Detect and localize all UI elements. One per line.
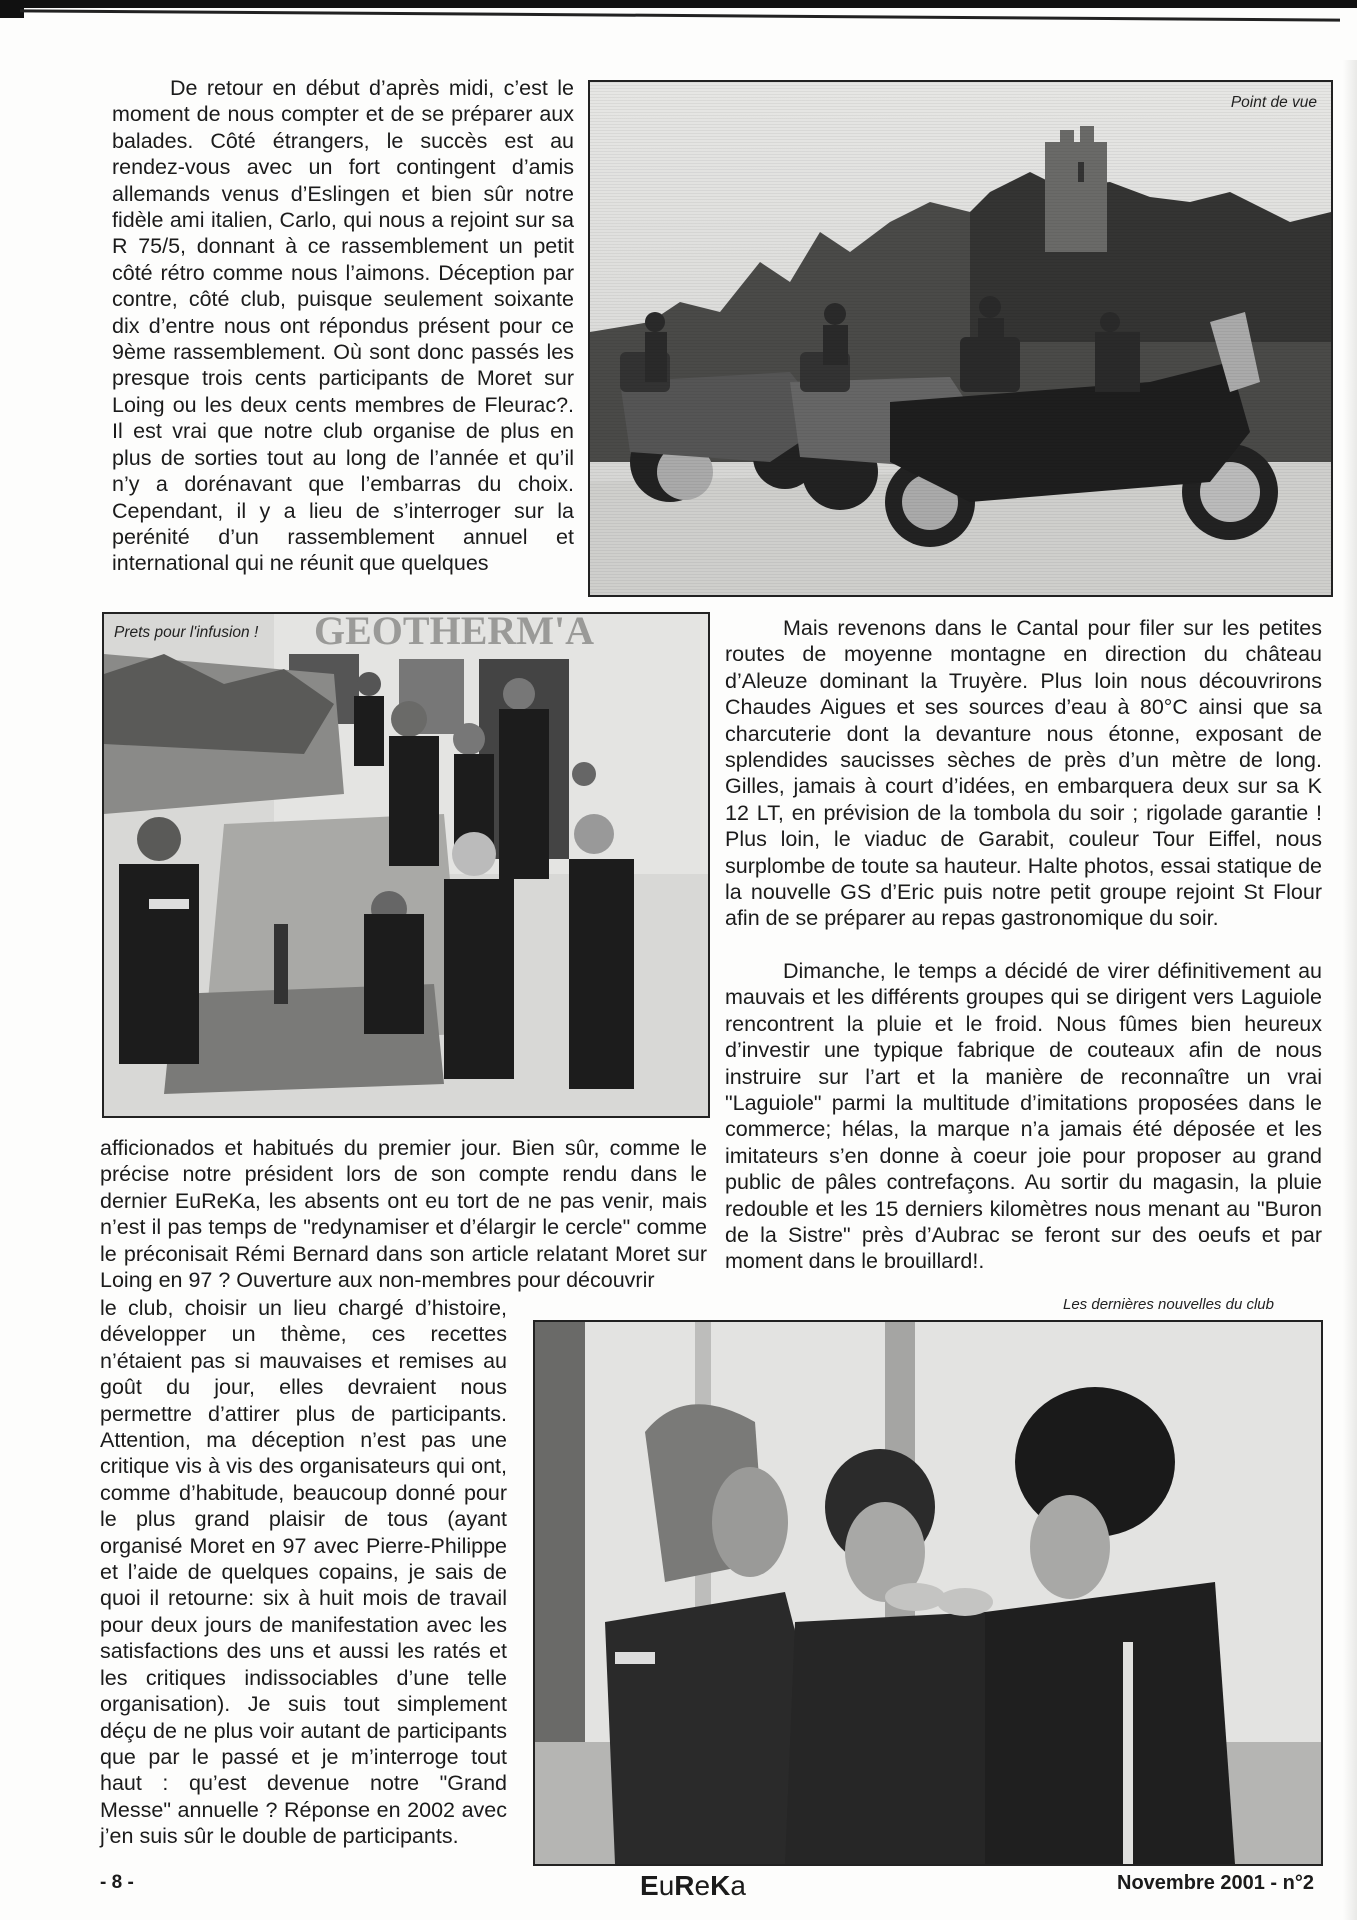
photo-point-de-vue (588, 80, 1333, 597)
page-number: - 8 - (100, 1872, 134, 1893)
motorcycles-castle-image (590, 82, 1331, 595)
paragraph: De retour en début d’après midi, c’est le moment de nous compter et de se préparer aux balades. Côté étrangers, le succès est au rendez-vous avec un fort contingent d’amis allemands venus d’Eslingen et bien sûr notre fidèle ami italien, Carlo, qui nous a rejoint sur sa R 75/5, donnant à ce rassemblement un petit côté rétro comme nous l’aimons. Déception par contre, côté club, puisque seulement soixante dix d’entre nous ont répondus présent pour ce 9ème rassemblement. Où sont donc passés les presque trois cents participants de Moret sur Loing ou les deux cents membres de Fleurac?. Il est vrai que notre club organise de plus en plus de sorties tout au long de l’année et qu’il n’y a dorénavant que l’embarras du choix. Cependant, il y a lieu de s’interroger sur la perénité d’un rassemblement annuel et international qui ne réunit que quelques (112, 76, 574, 576)
article-text-left-middle (100, 1135, 707, 1293)
page-top-edge (0, 0, 1357, 8)
logo-text: EuReKa (640, 1870, 746, 1901)
article-text-right (725, 615, 1322, 1275)
page-right-shadow (1343, 60, 1357, 1920)
photo-dernieres-nouvelles (533, 1320, 1323, 1866)
group-fountain-image (104, 614, 708, 1116)
magazine-logo (640, 1870, 746, 1902)
paragraph: le club, choisir un lieu chargé d’histoire, développer un thème, ces recettes n’étaient pas si mauvaises et remises au goût du jour, elles devraient nous permettre d’attirer plus de participants. Attention, ma déception n’est pas une critique vis à vis des organisateurs qui ont, comme d’habitude, beaucoup donné pour le plus grand plaisir de tous (ayant organisé Moret en 97 avec Pierre-Philippe et l’aide de quelques copains, je sais de quoi il retourne: six à huit mois de travail pour deux jours de manifestation avec les satisfactions des uns et aussi les ratés et les critiques indissociables d’une telle organisation). Je suis tout simplement déçu de ne plus voir autant de participants que par le passé et je m’interroge tout haut : qu’est devenue notre "Grand Messe" annuelle ? Réponse en 2002 avec j’en suis sûr le double de participants. (100, 1296, 507, 1849)
three-women-image (535, 1322, 1321, 1864)
article-text-left-bottom (100, 1295, 507, 1850)
photo-caption: Prets pour l'infusion ! (114, 624, 259, 641)
paragraph: Dimanche, le temps a décidé de virer définitivement au mauvais et les différents groupes qui se dirigent vers Laguiole rencontrent la pluie et le froid. Nous fûmes bien heureux d’investir une typique fabrique de couteaux afin de nous instruire sur l’art et la manière de reconnaître un vrai "Laguiole" parmi la multitude d’imitations proposées dans le commerce; hélas, la marque n’a jamais été déposée et les imitateurs s’en donne à coeur joie pour proposer au grand public de pâles contrefaçons. Au sortir du magasin, la pluie redouble et les 15 derniers kilomètres nous menant au "Buron de la Sistre" près d’Aubrac se feront sur des oeufs et par moment dans le brouillard!. (725, 958, 1322, 1274)
paragraph: Mais revenons dans le Cantal pour filer sur les petites routes de moyenne montagne en direction du château d’Aleuze dominant la Truyère. Plus loin nous découvrirons Chaudes Aigues et ses sources d’eau à 80°C ainsi que sa charcuterie dont la devanture nous étonne, exposant de splendides saucisses sèches de près d’un mètre de long. Gilles, jamais à court d’idées, en embarquera deux sur sa K 12 LT, en prévision de la tombola du soir ; rigolade garantie ! Plus loin, le viaduc de Garabit, couleur Tour Eiffel, nous surplombe de toute sa hauteur. Halte photos, essai statique de la nouvelle GS d’Eric puis notre petit groupe rejoint St Flour afin de se préparer au repas gastronomique du soir. (725, 616, 1322, 931)
issue-date: Novembre 2001 - n°2 (1117, 1872, 1314, 1894)
photo-prets-pour-infusion (102, 612, 710, 1118)
sign-geotherma: GEOTHERM'A (314, 614, 595, 653)
article-text-left-top (112, 75, 574, 577)
photo-caption: Les dernières nouvelles du club (1063, 1296, 1274, 1313)
header-rule (20, 9, 1340, 21)
photo-caption: Point de vue (1230, 94, 1317, 111)
paragraph: afficionados et habitués du premier jour. Bien sûr, comme le précise notre président lors de son compte rendu dans le dernier EuReKa, les absents ont eu tort de ne pas venir, mais n’est il pas temps de "redynamiser et d’élargir le cercle" comme le préconisait Rémi Bernard dans son article relatant Moret sur Loing en 97 ? Ouverture aux non-membres pour découvrir (100, 1136, 707, 1293)
